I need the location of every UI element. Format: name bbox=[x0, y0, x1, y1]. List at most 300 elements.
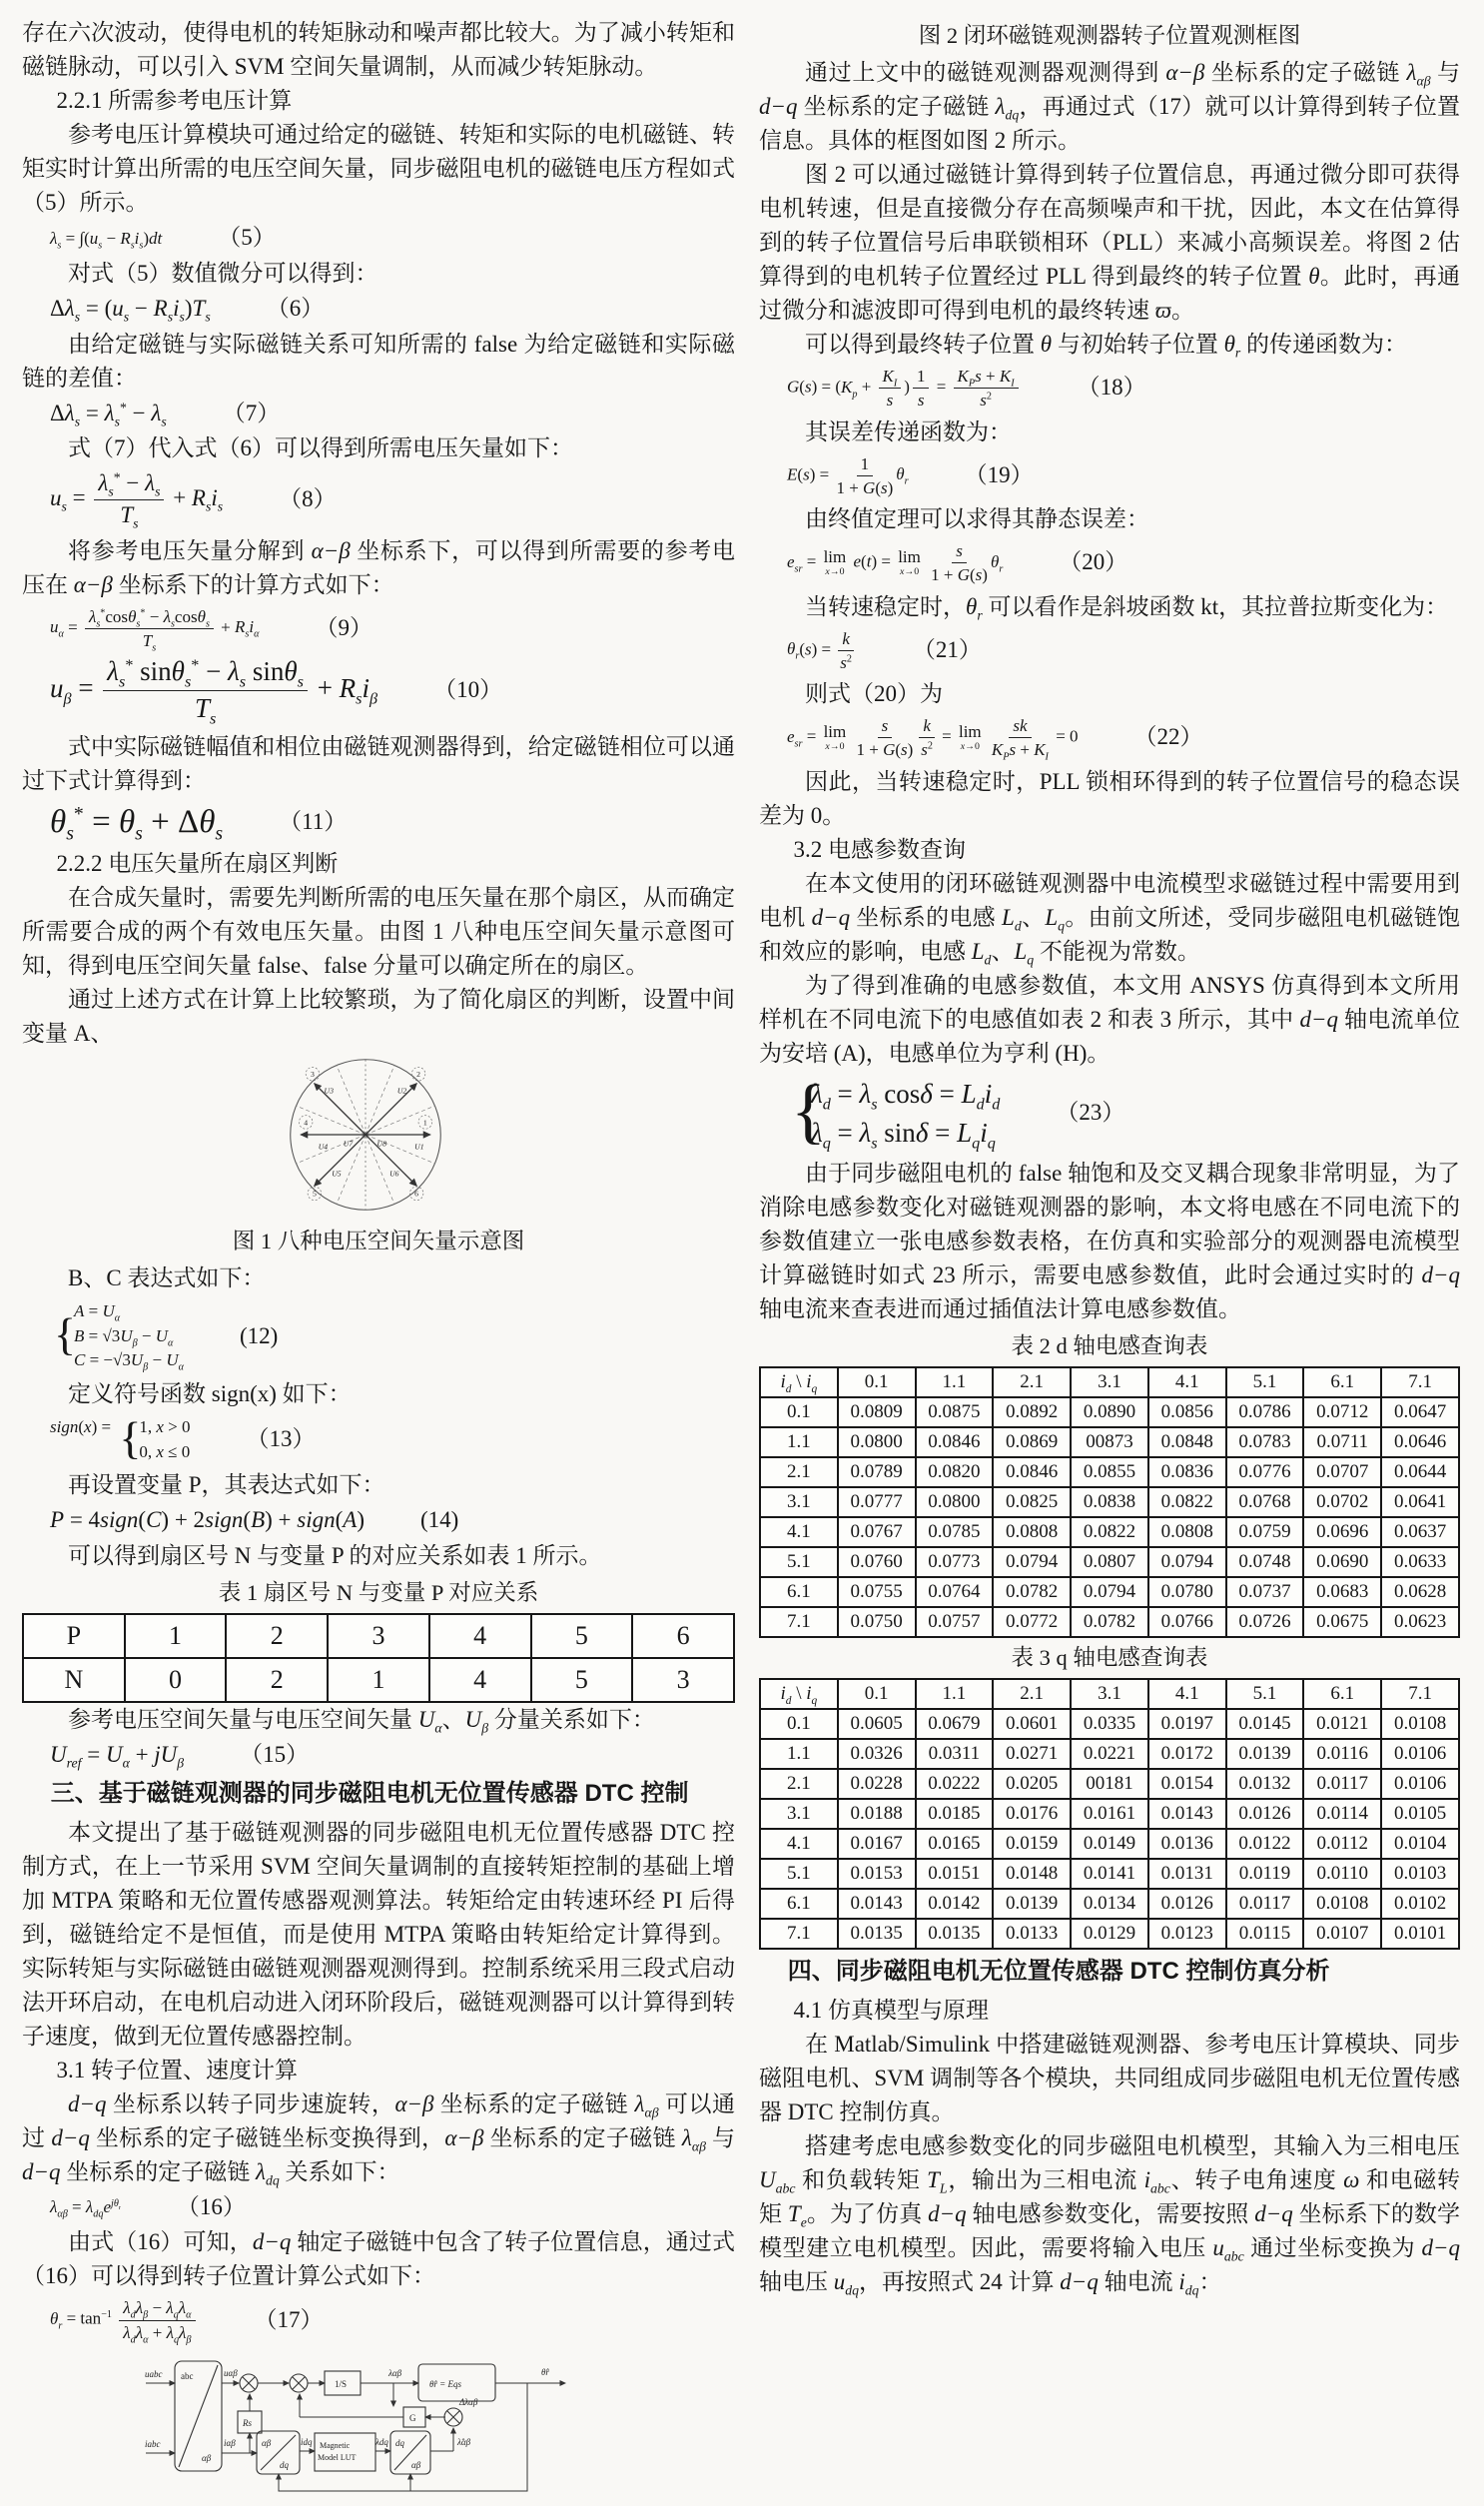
table-cell: 4 bbox=[429, 1614, 531, 1658]
table-cell: 0.0822 bbox=[1148, 1487, 1226, 1517]
svg-text:Rs: Rs bbox=[243, 2417, 252, 2428]
svg-text:Magnetic: Magnetic bbox=[320, 2440, 351, 2450]
table-cell: 0.0822 bbox=[1071, 1517, 1148, 1547]
paragraph-substitute: 式（7）代入式（6）可以得到所需电压矢量如下： bbox=[68, 435, 573, 461]
equation-16 bbox=[50, 2193, 735, 2222]
table-cell: 7.1 bbox=[1381, 1679, 1459, 1709]
paragraph-variable-p: 再设置变量 P，其表达式如下： bbox=[68, 1472, 385, 1498]
table-cell: 0.0135 bbox=[916, 1919, 994, 1949]
paragraph-decompose: 将参考电压矢量分解到 α−β 坐标系下，可以得到所需要的参考电压在 α−β 坐标系下的计算方式如下： bbox=[22, 537, 736, 597]
table-cell: 0.0605 bbox=[838, 1709, 916, 1739]
table-cell: 7.1 bbox=[1381, 1367, 1459, 1397]
paragraph-final-value: 由终值定理可以求得其静态误差： bbox=[805, 506, 1149, 531]
equation-9 bbox=[50, 606, 735, 652]
table-cell: 0.0764 bbox=[916, 1577, 994, 1607]
paragraph-eq16: 由式（16）可知，d−q 轴定子磁链中包含了转子位置信息，通过式（16）可以得到转子位置计算公式如下： bbox=[22, 2229, 736, 2289]
paragraph-4-1-a: 在 Matlab/Simulink 中搭建磁链观测器、参考电压计算模块、同步磁阻电机、SVM 调制等各个模块，共同组成同步磁阻电机无位置传感器 DTC 控制仿真。 bbox=[759, 2031, 1460, 2124]
equation-12-body: { $A = U_\alpha$ $B = √3U_\beta - U_\alpha$ $C = -√3U_\beta - U_\alpha$ bbox=[50, 1299, 184, 1373]
table-cell: 0.0143 bbox=[1148, 1799, 1226, 1829]
svg-text:U4: U4 bbox=[318, 1142, 329, 1152]
table-cell: 6.1 bbox=[1303, 1367, 1381, 1397]
paragraph-zero-error: 因此，当转速稳定时，PLL 锁相环得到的转子位置信号的稳态误差为 0。 bbox=[759, 768, 1460, 828]
paragraph-diff: 对式（5）数值微分可以得到： bbox=[68, 260, 378, 286]
equation-18-body: $G(s) = (K_p$ + $\frac{K_I}{s}$ ) $\frac{1}{s}$ = $\frac{K_Ps + K_I}{s^2}$ bbox=[787, 366, 1022, 412]
svg-text:U7: U7 bbox=[343, 1139, 354, 1149]
table-cell: 2.1 bbox=[760, 1457, 838, 1487]
table-cell: 0.0132 bbox=[1226, 1769, 1304, 1799]
heading-3-2: 3.2 电感参数查询 bbox=[793, 836, 966, 862]
svg-text:iabc: iabc bbox=[145, 2438, 161, 2449]
vector-labels bbox=[319, 1087, 424, 1179]
equation-10-body: $u_\beta$ = $\frac{\lambda_s^* \sin\theta_s^* - \lambda_s \sin\theta_s}{T_s}$ + $R_si_\beta$ bbox=[50, 656, 378, 728]
table-cell: 0.0707 bbox=[1303, 1457, 1381, 1487]
table-cell: 5 bbox=[531, 1658, 633, 1702]
table-row bbox=[760, 1709, 1459, 1739]
table-cell: 0.0197 bbox=[1148, 1709, 1226, 1739]
equation-10 bbox=[50, 655, 735, 726]
table-cell: 0.0794 bbox=[1148, 1547, 1226, 1577]
table-cell: 0.0809 bbox=[838, 1397, 916, 1427]
table-cell: 0.0115 bbox=[1226, 1919, 1304, 1949]
table-cell: 0.0311 bbox=[916, 1739, 994, 1769]
equation-17 bbox=[50, 2297, 735, 2346]
figure-1-caption: 图 1 八种电压空间矢量示意图 bbox=[232, 1229, 525, 1253]
table-cell: 0.0759 bbox=[1226, 1517, 1304, 1547]
table-cell: 0.0139 bbox=[1226, 1739, 1304, 1769]
table-cell: 0.0116 bbox=[1303, 1739, 1381, 1769]
equation-7-number: （7） bbox=[222, 400, 281, 425]
table-cell: 00181 bbox=[1071, 1769, 1148, 1799]
table-cell: 0.0637 bbox=[1381, 1517, 1459, 1547]
table-cell: 0.0890 bbox=[1071, 1397, 1148, 1427]
heading-4-1: 4.1 仿真模型与原理 bbox=[793, 1997, 989, 2023]
table-cell: 0.0188 bbox=[838, 1799, 916, 1829]
table-cell: 0.0794 bbox=[1071, 1577, 1148, 1607]
table-1 bbox=[22, 1613, 735, 1703]
svg-text:U1: U1 bbox=[414, 1142, 424, 1152]
svg-text:iαβ: iαβ bbox=[224, 2437, 236, 2448]
table-cell: 0.0726 bbox=[1226, 1607, 1304, 1637]
equation-14-body: P = 4sign(C) + 2sign(B) + sign(A) bbox=[50, 1507, 366, 1533]
equation-18-number: （18） bbox=[1077, 375, 1146, 401]
equation-15-number: （15） bbox=[240, 1741, 310, 1767]
svg-text:U3: U3 bbox=[324, 1086, 334, 1096]
equation-9-body: $u_\alpha$ = $\frac{\lambda_s^*\cos\theta_s^* - \lambda_s\cos\theta_s}{T_s}$ + $R_si_\alpha$ bbox=[50, 606, 260, 654]
table-cell: $i_d$ \ $i_q$ bbox=[760, 1679, 838, 1709]
table-cell: 0.0869 bbox=[993, 1427, 1071, 1457]
paragraph-3-2-b: 为了得到准确的电感参数值，本文用 ANSYS 仿真得到本文所用样机在不同电流下的电感值如表 2 和表 3 所示，其中 d−q 轴电流单位为安培 (A)，电感单位为亨利 (H)。 bbox=[759, 972, 1461, 1066]
heading-2-2-1: 2.2.1 所需参考电压计算 bbox=[56, 88, 293, 113]
table-cell: 0.0647 bbox=[1381, 1397, 1459, 1427]
table-cell: 2.1 bbox=[993, 1367, 1071, 1397]
paragraph-section-3: 本文提出了基于磁链观测器的同步磁阻电机无位置传感器 DTC 控制方式，在上一节采用 SVM 空间矢量调制的直接转矩控制的基础上增加 MTPA 策略和无位置传感器观测算法。转矩给定由转速环经 PI 后得到，磁链给定不是恒值，而是使用 MTPA 策略由转矩给定计算得到。实际转矩与实际磁链由磁链观测器观测得到。控制系统采用三段式启动法开环启动，在电机启动进入闭环阶段后，磁链观测器可以计算得到转子速度，做到无位置传感器控制。 bbox=[22, 1819, 735, 2049]
table-cell: 4.1 bbox=[760, 1517, 838, 1547]
table-cell: 0.0126 bbox=[1226, 1799, 1304, 1829]
table-cell: 0.0136 bbox=[1148, 1829, 1226, 1859]
equation-14-number: (14) bbox=[420, 1507, 459, 1533]
equation-12-number: (12) bbox=[239, 1322, 279, 1348]
table-cell: 0.0151 bbox=[916, 1859, 994, 1889]
svg-text:dq: dq bbox=[395, 2437, 404, 2448]
table-2-caption: 表 2 d 轴电感查询表 bbox=[1011, 1332, 1208, 1358]
table-cell: 0.0117 bbox=[1226, 1889, 1304, 1919]
table-cell: 0.0836 bbox=[1148, 1457, 1226, 1487]
table-cell: 0.1 bbox=[760, 1397, 838, 1427]
svg-text:λ̂αβ: λ̂αβ bbox=[457, 2436, 471, 2447]
left-column bbox=[22, 16, 735, 2506]
paragraph-continued: 存在六次波动，使得电机的转矩脉动和噪声都比较大。为了减小转矩和磁链脉动，可以引入 SVM 空间矢量调制，从而减少转矩脉动。 bbox=[22, 20, 735, 79]
table-cell: 0.0683 bbox=[1303, 1577, 1381, 1607]
flux-observer-diagram bbox=[142, 2347, 571, 2499]
table-cell: 0.0846 bbox=[916, 1427, 994, 1457]
table-cell: 0.0122 bbox=[1226, 1829, 1304, 1859]
table-cell: 0.0712 bbox=[1303, 1397, 1381, 1427]
table-row bbox=[760, 1577, 1459, 1607]
svg-text:3: 3 bbox=[311, 1070, 315, 1080]
svg-text:uαβ: uαβ bbox=[224, 2367, 238, 2378]
table-cell: 1.1 bbox=[760, 1739, 838, 1769]
table-row bbox=[760, 1367, 1459, 1397]
table-cell: 0.0326 bbox=[838, 1739, 916, 1769]
table-cell: 2.1 bbox=[993, 1679, 1071, 1709]
equation-13-body: sign(x) = { 1, x > 0 0, x ≤ 0 bbox=[50, 1415, 190, 1464]
table-cell: 0.0114 bbox=[1303, 1799, 1381, 1829]
table-row bbox=[760, 1487, 1459, 1517]
table-cell: 0.0702 bbox=[1303, 1487, 1381, 1517]
equation-11-number: （11） bbox=[279, 809, 348, 834]
table-row bbox=[23, 1658, 734, 1702]
equation-19-number: （19） bbox=[964, 461, 1034, 487]
table-cell: 0.0780 bbox=[1148, 1577, 1226, 1607]
table-cell: 3.1 bbox=[760, 1487, 838, 1517]
table-cell: 0.0104 bbox=[1381, 1829, 1459, 1859]
svg-text:uabc: uabc bbox=[145, 2368, 163, 2379]
table-cell: 0.0807 bbox=[1071, 1547, 1148, 1577]
table-cell: 0.0755 bbox=[838, 1577, 916, 1607]
table-cell: 0.0846 bbox=[993, 1457, 1071, 1487]
equation-9-number: （9） bbox=[315, 615, 372, 641]
table-cell: 0 bbox=[125, 1658, 227, 1702]
table-cell: 00873 bbox=[1071, 1427, 1148, 1457]
table-cell: 0.0892 bbox=[993, 1397, 1071, 1427]
paragraph-phase: 式中实际磁链幅值和相位由磁链观测器得到，给定磁链相位可以通过下式计算得到： bbox=[22, 733, 735, 793]
table-cell: 0.0126 bbox=[1148, 1889, 1226, 1919]
table-cell: 0.0696 bbox=[1303, 1517, 1381, 1547]
table-cell: 0.0794 bbox=[993, 1547, 1071, 1577]
table-cell: 5.1 bbox=[1226, 1679, 1304, 1709]
table-cell: 0.0149 bbox=[1071, 1829, 1148, 1859]
equation-11 bbox=[50, 802, 735, 843]
table-cell: 0.0148 bbox=[993, 1859, 1071, 1889]
table-cell: 5 bbox=[531, 1614, 633, 1658]
equation-12 bbox=[50, 1299, 735, 1373]
paragraph-ref-voltage: 参考电压计算模块可通过给定的磁链、转矩和实际的电机磁链、转矩实时计算出所需的电压空间矢量，同步磁阻电机的磁链电压方程如式（5）所示。 bbox=[22, 122, 735, 215]
table-cell: 7.1 bbox=[760, 1919, 838, 1949]
svg-text:θ̂r: θ̂r bbox=[541, 2366, 549, 2377]
table-cell: 0.0135 bbox=[838, 1919, 916, 1949]
table-cell: 0.0153 bbox=[838, 1859, 916, 1889]
svg-text:G: G bbox=[409, 2412, 416, 2423]
paragraph-sector-2: 通过上述方式在计算上比较繁琐，为了简化扇区的判断，设置中间变量 A、 bbox=[22, 987, 735, 1046]
equation-13-number: （13） bbox=[246, 1426, 316, 1452]
heading-3-1: 3.1 转子位置、速度计算 bbox=[56, 2057, 298, 2083]
table-cell: 0.0108 bbox=[1381, 1709, 1459, 1739]
heading-section-3: 三、基于磁链观测器的同步磁阻电机无位置传感器 DTC 控制 bbox=[50, 1779, 689, 1807]
equation-7-body: $\Delta\lambda_s = \lambda_s^* - \lambda_s$ bbox=[50, 399, 167, 429]
table-cell: 0.0271 bbox=[993, 1739, 1071, 1769]
diagram-wires bbox=[146, 2383, 565, 2491]
equation-16-number: （16） bbox=[176, 2193, 246, 2219]
table-row bbox=[760, 1889, 1459, 1919]
paragraph-table1-intro: 可以得到扇区号 N 与变量 P 的对应关系如表 1 所示。 bbox=[68, 1542, 602, 1568]
equation-23-body: { $\lambda_d = \lambda_s$ $\cos\delta = L_di_d$ $\lambda_q = \lambda_s$ $\sin\delta = L_qi_q$ bbox=[787, 1075, 1000, 1153]
svg-text:U6: U6 bbox=[389, 1169, 399, 1179]
table-cell: 0.0129 bbox=[1071, 1919, 1148, 1949]
table-cell: 1.1 bbox=[916, 1679, 994, 1709]
table-cell: 0.0154 bbox=[1148, 1769, 1226, 1799]
svg-text:5: 5 bbox=[312, 1189, 317, 1199]
table-cell: 0.0176 bbox=[993, 1799, 1071, 1829]
svg-text:1/S: 1/S bbox=[335, 2378, 348, 2389]
table-cell: 0.0767 bbox=[838, 1517, 916, 1547]
table-2-d-axis-inductance bbox=[759, 1366, 1460, 1638]
table-cell: 4.1 bbox=[1148, 1679, 1226, 1709]
table-cell: 0.0335 bbox=[1071, 1709, 1148, 1739]
table-cell: 0.0757 bbox=[916, 1607, 994, 1637]
table-cell: 0.0172 bbox=[1148, 1739, 1226, 1769]
table-cell: 0.0785 bbox=[916, 1517, 994, 1547]
equation-10-number: （10） bbox=[433, 677, 503, 703]
table-1-caption: 表 1 扇区号 N 与变量 P 对应关系 bbox=[218, 1579, 539, 1605]
table-cell: 0.0121 bbox=[1303, 1709, 1381, 1739]
table-cell: 0.0856 bbox=[1148, 1397, 1226, 1427]
diagram-labels bbox=[145, 2367, 549, 2470]
table-cell: 0.0766 bbox=[1148, 1607, 1226, 1637]
table-cell: 0.0222 bbox=[916, 1769, 994, 1799]
table-cell: 0.0820 bbox=[916, 1457, 994, 1487]
table-cell: 0.0142 bbox=[916, 1889, 994, 1919]
equation-22-number: （22） bbox=[1133, 724, 1203, 750]
voltage-vector-diagram bbox=[284, 1053, 447, 1217]
equation-21-body: $\theta_r(s)$ = $\frac{k}{s^2}$ bbox=[787, 628, 852, 672]
equation-20-number: （20） bbox=[1059, 549, 1128, 575]
table-cell: 0.0221 bbox=[1071, 1739, 1148, 1769]
table-row bbox=[760, 1829, 1459, 1859]
svg-text:2: 2 bbox=[416, 1070, 420, 1080]
table-cell: 5.1 bbox=[760, 1859, 838, 1889]
table-cell: 0.0782 bbox=[993, 1577, 1071, 1607]
table-cell: P bbox=[23, 1614, 125, 1658]
table-cell: 0.0105 bbox=[1381, 1799, 1459, 1829]
table-cell: 0.0768 bbox=[1226, 1487, 1304, 1517]
table-row bbox=[760, 1547, 1459, 1577]
table-cell: 1 bbox=[125, 1614, 227, 1658]
paragraph-uref: 参考电压空间矢量与电压空间矢量 $U_\alpha$、$U_\beta$ 分量关系如下： bbox=[68, 1706, 655, 1736]
table-cell: 0.0773 bbox=[916, 1547, 994, 1577]
table-cell: 0.0159 bbox=[993, 1829, 1071, 1859]
table-cell: 0.0777 bbox=[838, 1487, 916, 1517]
table-cell: 2.1 bbox=[760, 1769, 838, 1799]
equation-8-number: （8） bbox=[279, 486, 337, 512]
table-cell: 0.0800 bbox=[838, 1427, 916, 1457]
table-cell: 0.0110 bbox=[1303, 1859, 1381, 1889]
table-cell: 7.1 bbox=[760, 1607, 838, 1637]
table-cell: 0.0185 bbox=[916, 1799, 994, 1829]
table-cell: 0.0690 bbox=[1303, 1547, 1381, 1577]
equation-16-body: $\lambda_{\alpha\beta} = \lambda_{dq}e^{j\theta_r}$ bbox=[50, 2197, 121, 2220]
equation-20 bbox=[787, 540, 1460, 586]
table-cell: 4.1 bbox=[1148, 1367, 1226, 1397]
equation-18 bbox=[787, 366, 1460, 412]
table-cell: 0.1 bbox=[838, 1367, 916, 1397]
table-cell: 0.0782 bbox=[1071, 1607, 1148, 1637]
equation-23-number: （23） bbox=[1056, 1100, 1125, 1126]
paragraph-3-2-c: 由于同步磁阻电机的 false 轴饱和及交叉耦合现象非常明显，为了消除电感参数变化对磁链观测器的影响，本文将电感在不同电流下的参数值建立一张电感参数表格，在仿真和实验部分的观测器电流模型计算磁链时如式 23 所示，需要电感参数值，此时会通过实时的 d−q 轴电流来查表进而通过插值法计算电感参数值。 bbox=[759, 1160, 1460, 1321]
equation-11-body: $\theta_s^* = \theta_s + \Delta\theta_s$ bbox=[50, 802, 224, 845]
table-row bbox=[760, 1427, 1459, 1457]
equation-15-body: $U_{ref} = U_\alpha + jU_\beta$ bbox=[50, 1741, 185, 1771]
paragraph-ramp: 当转速稳定时，$\theta_r$ 可以看作是斜坡函数 kt，其拉普拉斯变化为： bbox=[805, 593, 1449, 623]
table-cell: 0.1 bbox=[760, 1709, 838, 1739]
equation-19 bbox=[787, 453, 1460, 499]
table-cell: 0.0789 bbox=[838, 1457, 916, 1487]
table-cell: 0.0106 bbox=[1381, 1739, 1459, 1769]
table-cell: 1.1 bbox=[760, 1427, 838, 1457]
table-cell: 0.0139 bbox=[993, 1889, 1071, 1919]
equation-17-number: （17） bbox=[254, 2306, 324, 2332]
svg-text:αβ: αβ bbox=[202, 2452, 212, 2463]
paragraph-transfer-fn: 可以得到最终转子位置 θ 与初始转子位置 $\theta_r$ 的传递函数为： bbox=[805, 332, 1407, 361]
table-cell: 0.0167 bbox=[838, 1829, 916, 1859]
table-cell: N bbox=[23, 1658, 125, 1702]
equation-7 bbox=[50, 400, 735, 428]
table-cell: 1.1 bbox=[916, 1367, 994, 1397]
svg-text:1: 1 bbox=[422, 1118, 427, 1128]
equation-21-number: （21） bbox=[912, 636, 982, 662]
table-cell: 0.0772 bbox=[993, 1607, 1071, 1637]
table-cell: 3.1 bbox=[760, 1799, 838, 1829]
table-cell: 4 bbox=[429, 1658, 531, 1702]
table-cell: 6.1 bbox=[760, 1889, 838, 1919]
paragraph-3-2-a: 在本文使用的闭环磁链观测器中电流模型求磁链过程中需要用到电机 d−q 坐标系的电感 $L_d$、$L_q$。由前文所述，受同步磁阻电机磁链饱和效应的影响，电感 $L_d$、$L_q$ 不能视为常数。 bbox=[759, 870, 1461, 968]
equation-17-body: $\theta_r = \tan^{-1}$ $\frac{\lambda_d\lambda_\beta - \lambda_q\lambda_\alpha}{\lambda_d\lambda_\alpha + \lambda_q\lambda_\beta}$ bbox=[50, 2297, 199, 2343]
table-row bbox=[760, 1919, 1459, 1949]
equation-15 bbox=[50, 1741, 735, 1770]
table-cell: 0.0641 bbox=[1381, 1487, 1459, 1517]
table-row bbox=[760, 1769, 1459, 1799]
table-row bbox=[760, 1859, 1459, 1889]
figure-1 bbox=[284, 1053, 735, 1222]
svg-text:λαβ: λαβ bbox=[388, 2367, 402, 2378]
table-cell: 0.0134 bbox=[1071, 1889, 1148, 1919]
svg-text:αβ: αβ bbox=[411, 2459, 421, 2470]
table-cell: 0.0675 bbox=[1303, 1607, 1381, 1637]
table-cell: 0.0748 bbox=[1226, 1547, 1304, 1577]
equation-8-body: $u_s$ = $\frac{\lambda_s^* - \lambda_s}{T_s}$ + $R_si_s$ bbox=[50, 469, 224, 531]
equation-23 bbox=[787, 1075, 1460, 1153]
svg-text:Δλαβ: Δλαβ bbox=[459, 2396, 478, 2407]
figure-2-caption: 图 2 闭环磁链观测器转子位置观测框图 bbox=[918, 23, 1301, 48]
table-cell: 0.0783 bbox=[1226, 1427, 1304, 1457]
table-cell: 0.0103 bbox=[1381, 1859, 1459, 1889]
table-cell: 0.0123 bbox=[1148, 1919, 1226, 1949]
table-row bbox=[760, 1457, 1459, 1487]
table-cell: 3 bbox=[632, 1658, 734, 1702]
table-row bbox=[760, 1607, 1459, 1637]
table-cell: 0.0808 bbox=[1148, 1517, 1226, 1547]
table-cell: 1 bbox=[328, 1658, 429, 1702]
table-cell: 5.1 bbox=[1226, 1367, 1304, 1397]
table-cell: 0.0117 bbox=[1303, 1769, 1381, 1799]
table-cell: 0.0112 bbox=[1303, 1829, 1381, 1859]
table-row bbox=[760, 1799, 1459, 1829]
table-cell: 0.0141 bbox=[1071, 1859, 1148, 1889]
table-cell: 0.0161 bbox=[1071, 1799, 1148, 1829]
paragraph-sector-1: 在合成矢量时，需要先判断所需的电压矢量在那个扇区，从而确定所需要合成的两个有效电压矢量。由图 1 八种电压空间矢量示意图可知，得到电压空间矢量 false、false 分量可以确定所在的扇区。 bbox=[22, 885, 735, 978]
table-row bbox=[760, 1739, 1459, 1769]
table-cell: 0.0711 bbox=[1303, 1427, 1381, 1457]
table-row bbox=[760, 1679, 1459, 1709]
table-cell: 6.1 bbox=[1303, 1679, 1381, 1709]
equation-8 bbox=[50, 469, 735, 530]
table-cell: 0.0143 bbox=[838, 1889, 916, 1919]
table-cell: 0.0205 bbox=[993, 1769, 1071, 1799]
table-cell: 0.0848 bbox=[1148, 1427, 1226, 1457]
table-cell: 0.0838 bbox=[1071, 1487, 1148, 1517]
equation-13 bbox=[50, 1415, 735, 1464]
heading-2-2-2: 2.2.2 电压矢量所在扇区判断 bbox=[56, 851, 339, 876]
paragraph-4-1-b: 搭建考虑电感参数变化的同步磁阻电机模型，其输入为三相电压 $U_{abc}$ 和负载转矩 $T_L$，输出为三相电流 $i_{abc}$、转子电角速度 ω 和电磁转矩 $T_e$。为了仿真 d−q 轴电感参数变化，需要按照 d−q 坐标系下的数学模型建立电机模型。因此，需要将输入电压 $u_{abc}$ 通过坐标变换为 d−q 轴电压 $u_{dq}$，再按照式 24 计算 d−q 轴电流 $i_{dq}$： bbox=[759, 2132, 1461, 2298]
table-cell: 0.1 bbox=[838, 1679, 916, 1709]
paragraph-then: 则式（20）为 bbox=[805, 681, 943, 706]
table-cell: 0.0808 bbox=[993, 1517, 1071, 1547]
right-column bbox=[759, 16, 1460, 2299]
paragraph-observer: 通过上文中的磁链观测器观测得到 α−β 坐标系的定子磁链 $\lambda_{\alpha\beta}$ 与 d−q 坐标系的定子磁链 $\lambda_{dq}$，再通过式（17）就可以计算得到转子位置信息。具体的框图如图 2 所示。 bbox=[759, 60, 1461, 153]
equation-5-number: （5） bbox=[218, 225, 276, 250]
equation-6-body: $\Delta\lambda_s = (u_s - R_si_s)T_s$ bbox=[50, 295, 211, 325]
table-row bbox=[760, 1397, 1459, 1427]
table-cell: 0.0623 bbox=[1381, 1607, 1459, 1637]
table-cell: 0.0633 bbox=[1381, 1547, 1459, 1577]
svg-text:U2: U2 bbox=[396, 1086, 407, 1096]
paragraph-flux-diff: 由给定磁链与实际磁链关系可知所需的 false 为给定磁链和实际磁链的差值： bbox=[22, 331, 735, 391]
table-cell: 0.0750 bbox=[838, 1607, 916, 1637]
equation-6 bbox=[50, 295, 735, 324]
table-3-q-axis-inductance bbox=[759, 1678, 1460, 1950]
table-cell: 0.0855 bbox=[1071, 1457, 1148, 1487]
equation-20-body: $e_{sr}$ = lim x→0 e(t) = lim x→0 $\frac{s}{1 + G(s)}$ $\theta_r$ bbox=[787, 541, 1004, 585]
table-cell: 0.0131 bbox=[1148, 1859, 1226, 1889]
table-cell: 0.0101 bbox=[1381, 1919, 1459, 1949]
svg-text:4: 4 bbox=[304, 1118, 309, 1128]
table-cell: $i_d$ \ $i_q$ bbox=[760, 1367, 838, 1397]
table-cell: 0.0825 bbox=[993, 1487, 1071, 1517]
paragraph-pll: 图 2 可以通过磁链计算得到转子位置信息，再通过微分即可获得电机转速，但是直接微分存在高频噪声和干扰，因此，本文在估算得到的转子位置信号后串联锁相环（PLL）来减小高频误差。将图 2 估算得到的电机转子位置经过 PLL 得到最终的转子位置 θ。此时，再通过微分和滤波即可得到电机的最终转速 ϖ。 bbox=[759, 162, 1460, 323]
equation-22-body: $e_{sr}$ = lim x→0 $\frac{s}{1 + G(s)}$ $\frac{k}{s^2}$ = lim x→0 $\frac{sk}{K_Ps + K_I}$ = 0 bbox=[787, 716, 1079, 763]
table-cell: 0.0646 bbox=[1381, 1427, 1459, 1457]
table-cell: 0.0108 bbox=[1303, 1889, 1381, 1919]
table-cell: 0.0107 bbox=[1303, 1919, 1381, 1949]
svg-text:dq: dq bbox=[280, 2459, 289, 2470]
table-cell: 0.0119 bbox=[1226, 1859, 1304, 1889]
table-cell: 0.0601 bbox=[993, 1709, 1071, 1739]
table-3-caption: 表 3 q 轴电感查询表 bbox=[1011, 1644, 1208, 1670]
svg-text:λdq: λdq bbox=[375, 2436, 388, 2447]
table-row bbox=[760, 1517, 1459, 1547]
table-cell: 0.0133 bbox=[993, 1919, 1071, 1949]
equation-5 bbox=[50, 224, 735, 253]
table-cell: 0.0228 bbox=[838, 1769, 916, 1799]
